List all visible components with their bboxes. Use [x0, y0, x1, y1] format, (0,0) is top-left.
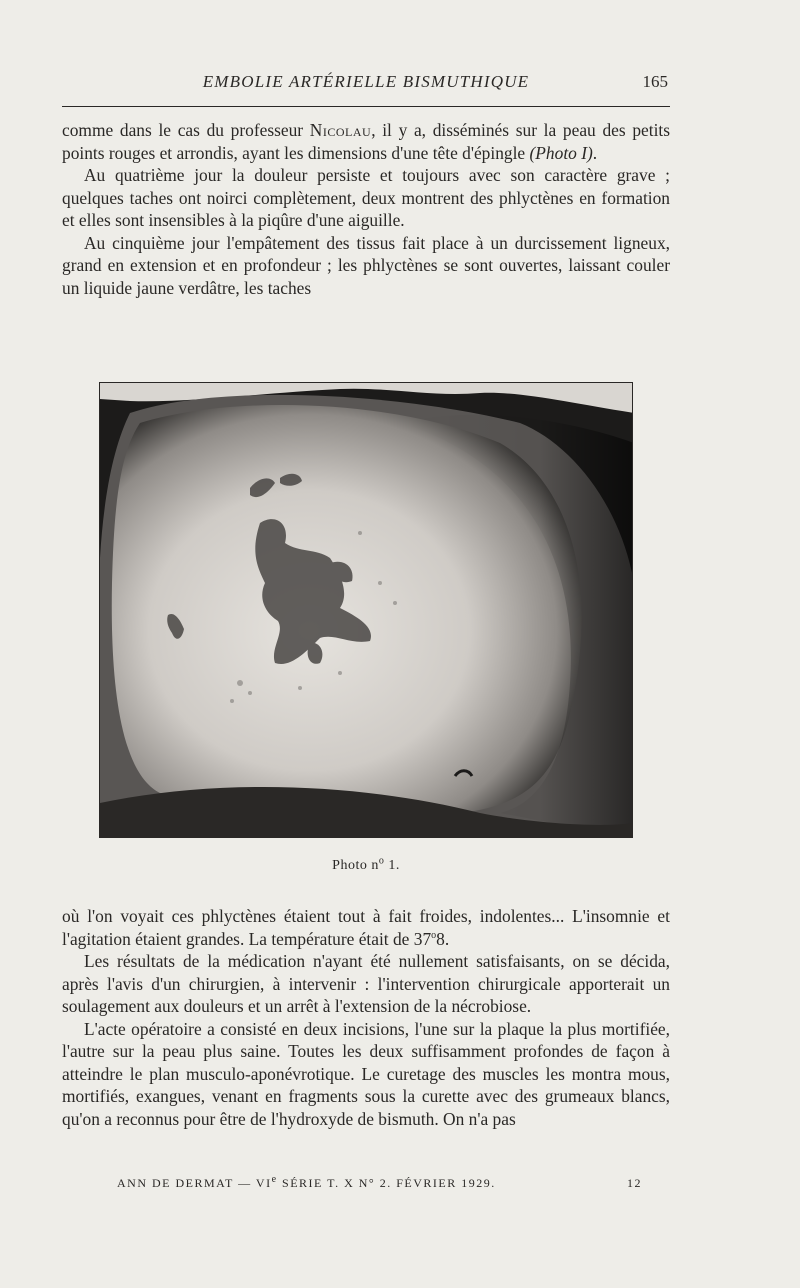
journal-reference — [117, 1176, 496, 1191]
body-text-bottom — [62, 905, 670, 1130]
degree-sup: o — [431, 929, 437, 941]
signature-mark: 12 — [627, 1176, 642, 1190]
paragraph-4-text-b: 8. — [436, 928, 450, 949]
paragraph-1-text-a: comme dans le cas du professeur — [62, 120, 310, 140]
caption-sup: o — [378, 855, 385, 867]
figure-caption — [62, 855, 670, 874]
header-rule — [62, 106, 670, 107]
photo-reference: (Photo I) — [529, 142, 593, 163]
caption-number: 1. — [384, 858, 400, 873]
paragraph-4 — [62, 905, 670, 950]
paragraph-1 — [62, 119, 670, 164]
clinical-photograph — [99, 382, 633, 838]
author-name-nicolau: Nicolau — [309, 120, 372, 140]
caption-text: Photo n — [332, 858, 379, 873]
photograph-image — [100, 383, 633, 838]
paragraph-4-text-a: où l'on voyait ces phlyctènes étaient tout à fait froides, indolentes... L'insomnie et l'agitation étaient grandes. La température était de 37 — [62, 906, 670, 949]
running-header — [62, 70, 670, 100]
paragraph-3: Au cinquième jour l'empâtement des tissus fait place à un durcissement ligneux, grand en extension et en profondeur ; les phlyctènes se sont ouvertes, laissant couler un liquide jaune verdâtre, les taches — [62, 232, 670, 298]
paragraph-6: L'acte opératoire a consisté en deux incisions, l'une sur la plaque la plus mortifiée, l'autre sur la peau plus saine. Toutes les deux suffisamment profondes de façon à atteindre le plan musculo-aponévrotique. Le curetage des muscles les montra mous, mortifiés, exangues, venant en fragments sous la curette avec des grumeaux blancs, qu'on a reconnus pour être de l'hydroxyde de bismuth. On n'a pas — [62, 1018, 670, 1129]
running-title: EMBOLIE ARTÉRIELLE BISMUTHIQUE — [202, 72, 530, 91]
journal-sup: e — [271, 1174, 278, 1185]
body-text-top — [62, 119, 670, 299]
page-footer — [62, 1176, 670, 1194]
paragraph-1-text-c: . — [592, 142, 598, 163]
paragraph-2: Au quatrième jour la douleur persiste et toujours avec son caractère grave ; quelques taches ont noirci complètement, deux montrent des phlyctènes en formation et elles sont insensibles à la piqûre d'une aiguille. — [62, 165, 670, 230]
journal-line: ANN DE DERMAT — VI — [117, 1176, 272, 1190]
paragraph-5: Les résultats de la médication n'ayant été nullement satisfaisants, on se décida, après l'avis d'un chirurgien, à intervenir : l'intervention chirurgicale apporterait un soulagement aux douleurs et un arrêt à l'extension de la nécrobiose. — [62, 951, 670, 1016]
journal-rest: SÉRIE T. X N° 2. FÉVRIER 1929. — [277, 1176, 496, 1190]
paragraph-1-text-b: , il y a, disséminés sur la peau des petits points rouges et arrondis, ayant les dimensions d'une tête d'épingle — [62, 120, 670, 163]
page-number: 165 — [642, 72, 668, 91]
